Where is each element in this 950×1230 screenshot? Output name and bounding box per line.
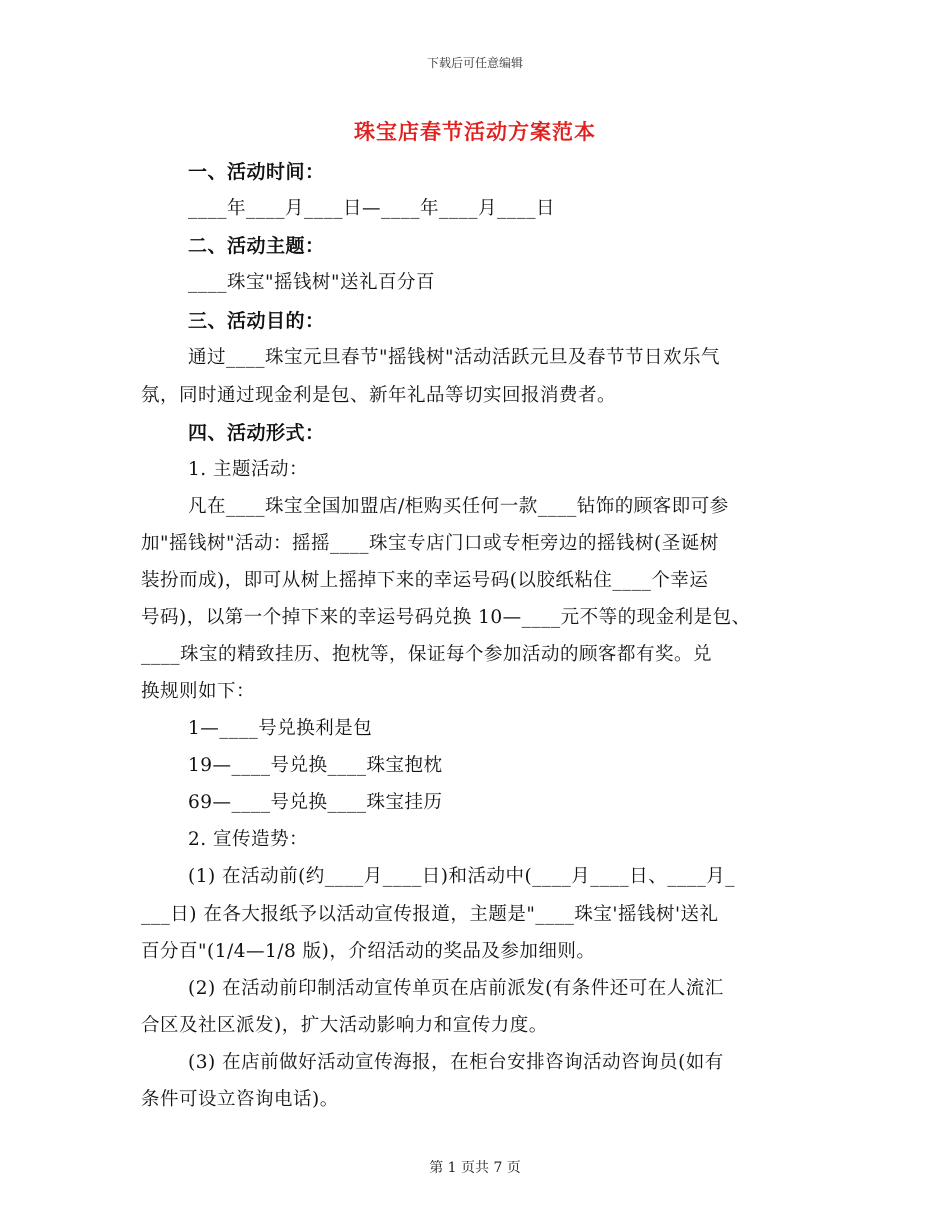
paragraph-line: (2) 在活动前印制活动宣传单页在店前派发(有条件还可在人流汇	[188, 978, 724, 999]
paragraph-line: 装扮而成)，即可从树上摇掉下来的幸运号码(以胶纸粘住____个幸运	[141, 570, 709, 591]
paragraph-line: 百分百"(1/4—1/8 版)，介绍活动的奖品及参加细则。	[141, 941, 596, 962]
subheading-line: 1. 主题活动：	[188, 459, 309, 480]
paragraph-line: ____年____月____日—____年____月____日	[188, 198, 556, 219]
paragraph-line: ___日) 在各大报纸予以活动宣传报道，主题是"____珠宝'摇钱树'送礼	[141, 904, 719, 925]
paragraph-line: 加"摇钱树"活动：摇摇____珠宝专店门口或专柜旁边的摇钱树(圣诞树	[141, 533, 719, 554]
subheading-line: 2. 宣传造势：	[188, 829, 309, 850]
paragraph-line: 凡在____珠宝全国加盟店/柜购买任何一款____钻饰的顾客即可参	[188, 496, 729, 517]
page-footer: 第 1 页共 7 页	[429, 1160, 521, 1176]
rule-line: 69—____号兑换____珠宝挂历	[188, 792, 443, 813]
paragraph-line: 条件可设立咨询电话)。	[141, 1089, 339, 1110]
section-heading-purpose: 三、活动目的：	[188, 310, 325, 332]
rule-line: 1—____号兑换利是包	[188, 718, 373, 739]
section-heading-format: 四、活动形式：	[188, 422, 325, 444]
document-title: 珠宝店春节活动方案范本	[354, 119, 596, 144]
paragraph-line: (1) 在活动前(约____月____日)和活动中(____月____日、____月_	[188, 866, 735, 887]
paragraph-line: ____珠宝的精致挂历、抱枕等，保证每个参加活动的顾客都有奖。兑	[141, 644, 713, 665]
rule-line: 19—____号兑换____珠宝抱枕	[188, 755, 443, 776]
paragraph-line: 氛，同时通过现金利是包、新年礼品等切实回报消费者。	[141, 385, 617, 406]
paragraph-line: 合区及社区派发)，扩大活动影响力和宣传力度。	[141, 1015, 548, 1036]
paragraph-line: ____珠宝"摇钱树"送礼百分百	[188, 272, 436, 293]
page-header: 下载后可任意编辑	[426, 56, 523, 70]
paragraph-line: (3) 在店前做好活动宣传海报，在柜台安排咨询活动咨询员(如有	[188, 1052, 724, 1073]
section-heading-theme: 二、活动主题：	[188, 235, 325, 257]
paragraph-line: 号码)，以第一个掉下来的幸运号码兑换 10—____元不等的现金利是包、	[141, 607, 751, 628]
paragraph-line: 换规则如下：	[141, 681, 256, 702]
paragraph-line: 通过____珠宝元旦春节"摇钱树"活动活跃元旦及春节节日欢乐气	[188, 347, 721, 368]
section-heading-time: 一、活动时间：	[188, 161, 325, 183]
